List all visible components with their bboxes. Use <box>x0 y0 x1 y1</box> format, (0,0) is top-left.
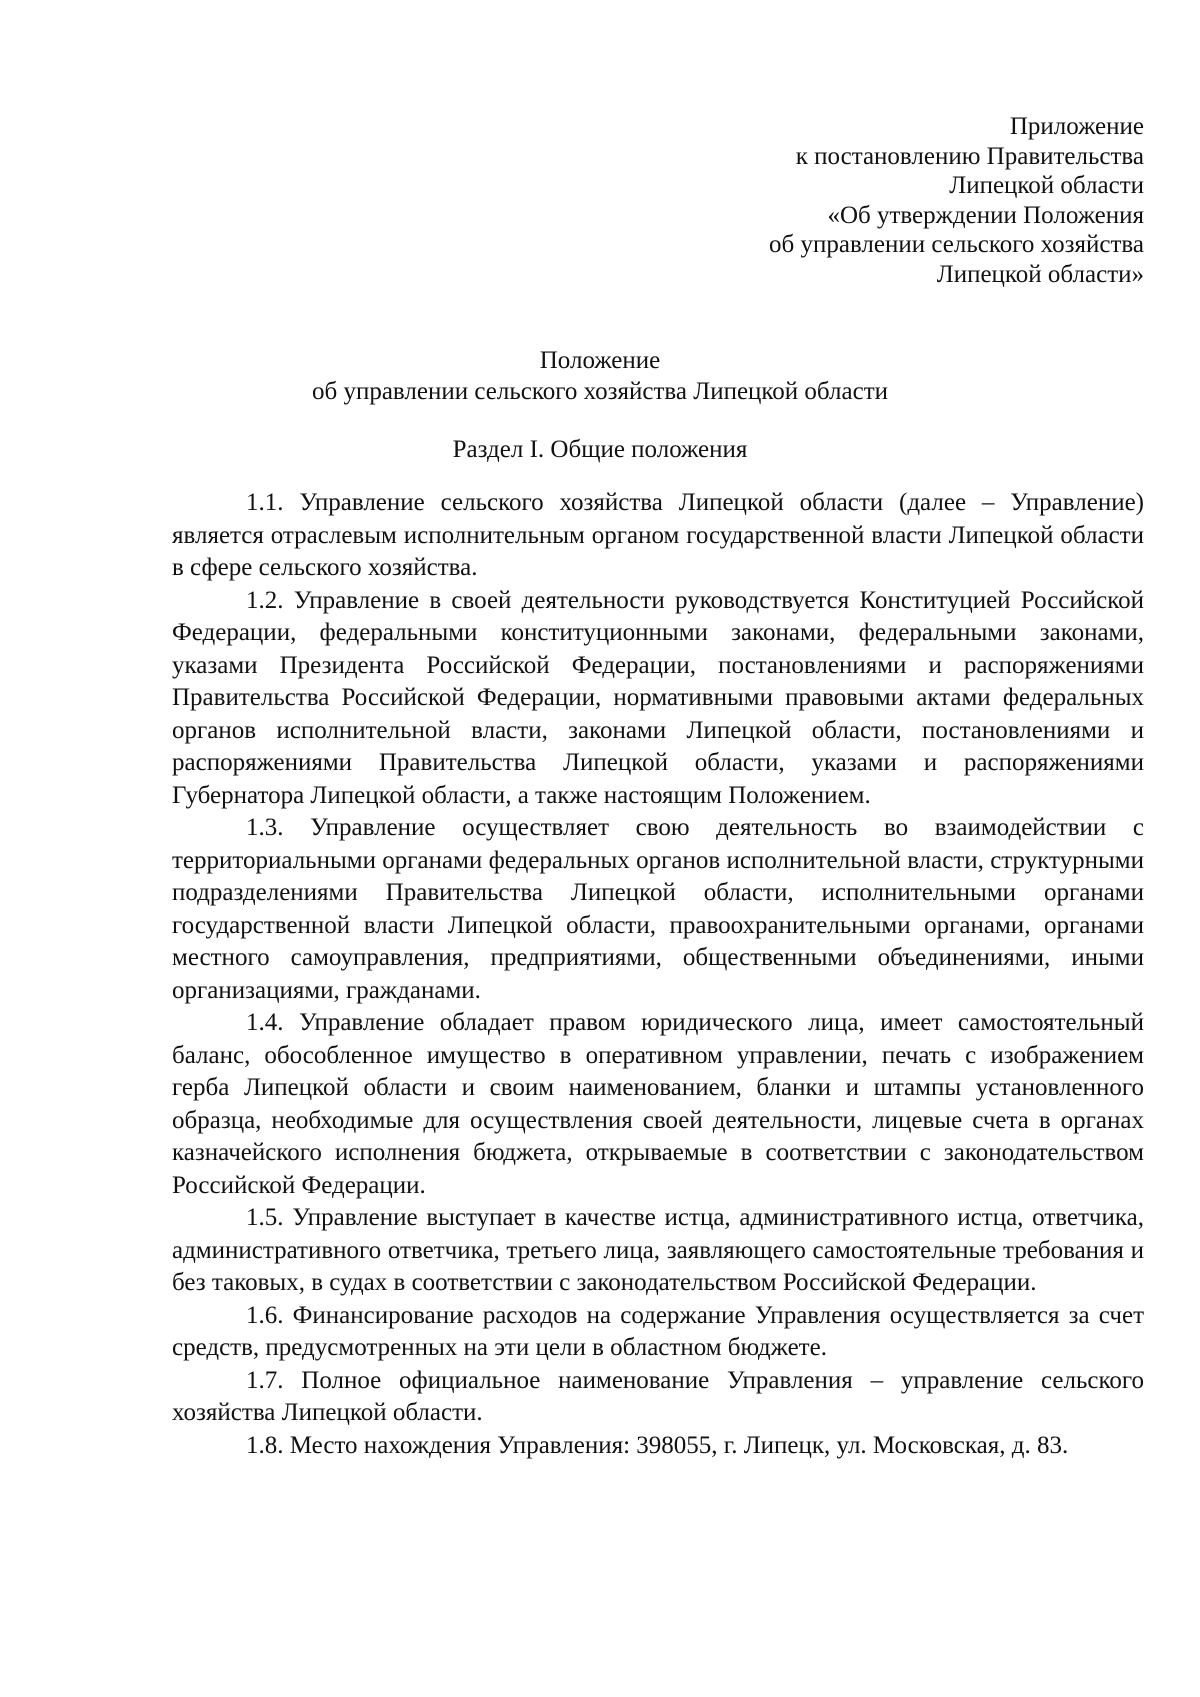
paragraph-1-2: 1.2. Управление в своей деятельности руководствуется Конституцией Российской Федерации, федеральными конституционными законами, федеральными законами, указами Президента Российской Федерации, постановлениями и распоряжениями Правительства Российской Федерации, нормативными правовыми актами федеральных органов исполнительной власти, законами Липецкой области, постановлениями и распоряжениями Правительства Липецкой области, указами и распоряжениями Губернатора Липецкой области, а также настоящим Положением. <box>172 586 1144 809</box>
document-title-line-2: об управлении сельского хозяйства Липецкой области <box>311 378 888 405</box>
document-body <box>172 487 1144 1462</box>
paragraph-1-1: 1.1. Управление сельского хозяйства Липецкой области (далее – Управление) является отраслевым исполнительным органом государственной власти Липецкой области в сфере сельского хозяйства. <box>172 489 1144 581</box>
document-title <box>0 345 1200 407</box>
annex-line-3: Липецкой области <box>949 172 1144 199</box>
document-title-line-1: Положение <box>539 347 661 374</box>
paragraph-1-4: 1.4. Управление обладает правом юридического лица, имеет самостоятельный баланс, обособленное имущество в оперативном управлении, печать с изображением герба Липецкой области и своим наименованием, бланки и штампы установленного образца, необходимые для осуществления своей деятельности, лицевые счета в органах казначейского исполнения бюджета, открываемые в соответствии с законодательством Российской Федерации. <box>172 1009 1144 1199</box>
annex-line-1: Приложение <box>1009 113 1144 140</box>
paragraph-1-5: 1.5. Управление выступает в качестве истца, административного истца, ответчика, административного ответчика, третьего лица, заявляющего самостоятельные требования и без таковых, в судах в соответствии с законодательством Российской Федерации. <box>172 1204 1144 1296</box>
paragraph-1-8: 1.8. Место нахождения Управления: 398055, г. Липецк, ул. Московская, д. 83. <box>246 1431 1069 1459</box>
annex-line-6: Липецкой области» <box>936 260 1144 288</box>
paragraph-1-6: 1.6. Финансирование расходов на содержание Управления осуществляется за счет средств, предусмотренных на эти цели в областном бюджете. <box>172 1301 1144 1361</box>
section-heading: Раздел I. Общие положения <box>452 436 748 463</box>
annex-block <box>624 112 1144 289</box>
annex-line-2: к постановлению Правительства <box>795 142 1144 170</box>
paragraph-1-7: 1.7. Полное официальное наименование Управления – управление сельского хозяйства Липецкой области. <box>172 1366 1144 1426</box>
annex-line-5: об управлении сельского хозяйства <box>769 231 1144 258</box>
annex-line-4: «Об утверждении Положения <box>827 201 1144 229</box>
paragraph-1-3: 1.3. Управление осуществляет свою деятельность во взаимодействии с территориальными органами федеральных органов исполнительной власти, структурными подразделениями Правительства Липецкой области, исполнительными органами государственной власти Липецкой области, правоохранительными органами, органами местного самоуправления, предприятиями, общественными объединениями, иными организациями, гражданами. <box>172 814 1144 1004</box>
